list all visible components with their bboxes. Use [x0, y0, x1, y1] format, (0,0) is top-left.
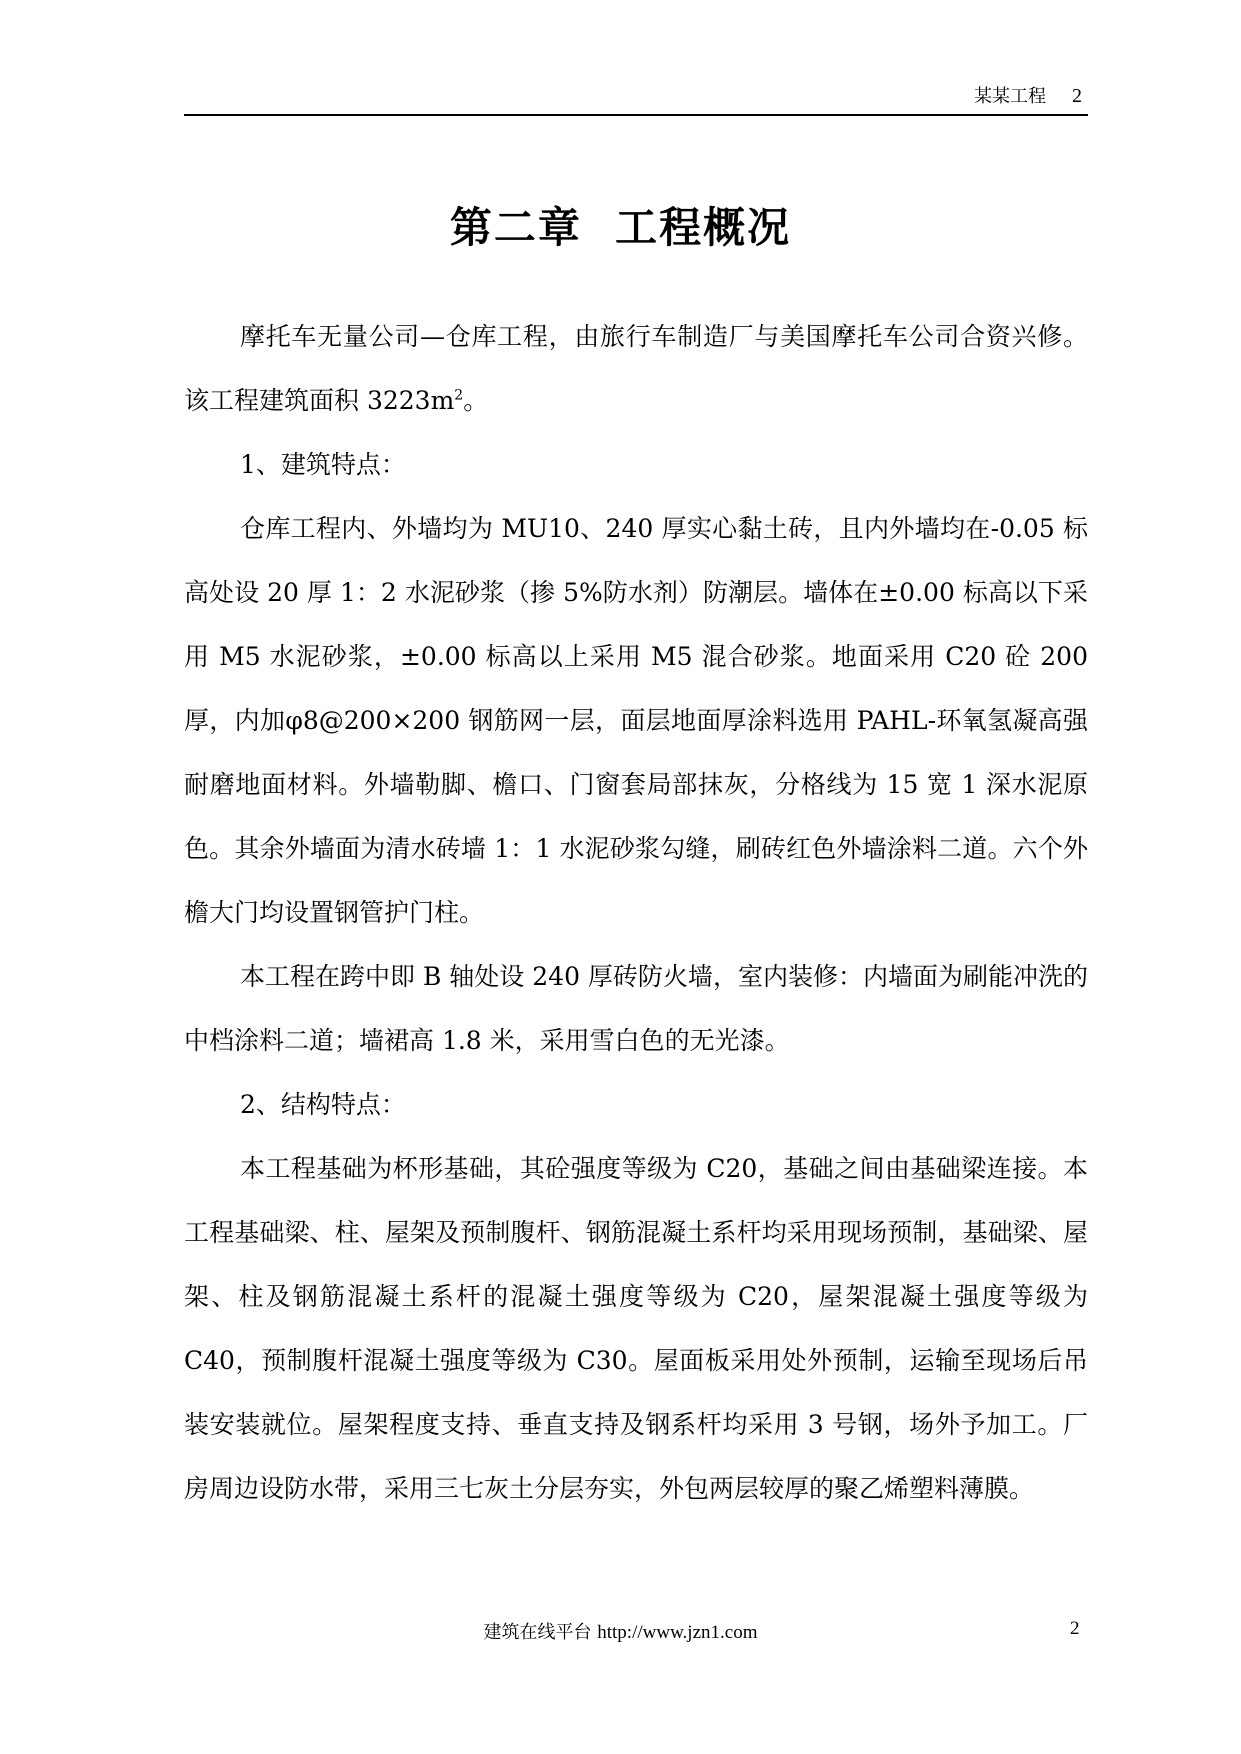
paragraph-intro: [184, 305, 1088, 433]
paragraph-architecture: 仓库工程内、外墙均为 MU10、240 厚实心黏土砖，且内外墙均在-0.05 标高处设 20 厚 1：2 水泥砂浆（掺 5%防水剂）防潮层。墙体在±0.00 标高以下采用 M5 水泥砂浆，±0.00 标高以上采用 M5 混合砂浆。地面采用 C20 砼 200 厚，内加φ8@200×200 钢筋网一层，面层地面厚涂料选用 PAHL-环氧氢凝高强耐磨地面材料。外墙勒脚、檐口、门窗套局部抹灰，分格线为 15 宽 1 深水泥原色。其余外墙面为清水砖墙 1：1 水泥砂浆勾缝，刷砖红色外墙涂料二道。六个外檐大门均设置钢管护门柱。: [184, 514, 1088, 927]
footer-page-number: 2: [1070, 1618, 1080, 1639]
document-body: [184, 305, 1088, 1521]
header-info: [974, 82, 1082, 108]
section-heading-structure: 2、结构特点：: [240, 1090, 406, 1119]
superscript: 2: [454, 387, 464, 404]
intro-text: 摩托车无量公司—仓库工程，由旅行车制造厂与美国摩托车公司合资兴修。该工程建筑面积 3223m: [184, 322, 1088, 415]
chapter-title: 第二章 工程概况: [449, 203, 792, 252]
header-page-number: 2: [1072, 85, 1082, 107]
footer-url[interactable]: http://www.jzn1.com: [597, 1622, 758, 1643]
paragraph-structure: 本工程基础为杯形基础，其砼强度等级为 C20，基础之间由基础梁连接。本工程基础梁、柱、屋架及预制腹杆、钢筋混凝土系杆均采用现场预制，基础梁、屋架、柱及钢筋混凝土系杆的混凝土强度等级为 C20，屋架混凝土强度等级为 C40，预制腹杆混凝土强度等级为 C30。屋面板采用处外预制，运输至现场后吊装安装就位。屋架程度支持、垂直支持及钢系杆均采用 3 号钢，场外予加工。厂房周边设防水带，采用三七灰土分层夯实，外包两层较厚的聚乙烯塑料薄膜。: [184, 1154, 1088, 1503]
paragraph-firewall: 本工程在跨中即 B 轴处设 240 厚砖防火墙，室内装修：内墙面为刷能冲洗的中档涂料二道；墙裙高 1.8 米，采用雪白色的无光漆。: [184, 962, 1088, 1055]
section-heading-architecture: 1、建筑特点：: [240, 450, 406, 479]
intro-end: 。: [463, 386, 489, 415]
header-doc-name: 某某工程: [974, 86, 1046, 107]
page-header: [184, 84, 1088, 116]
footer-site-name: 建筑在线平台: [483, 1622, 592, 1643]
page-footer: [0, 1618, 1241, 1644]
